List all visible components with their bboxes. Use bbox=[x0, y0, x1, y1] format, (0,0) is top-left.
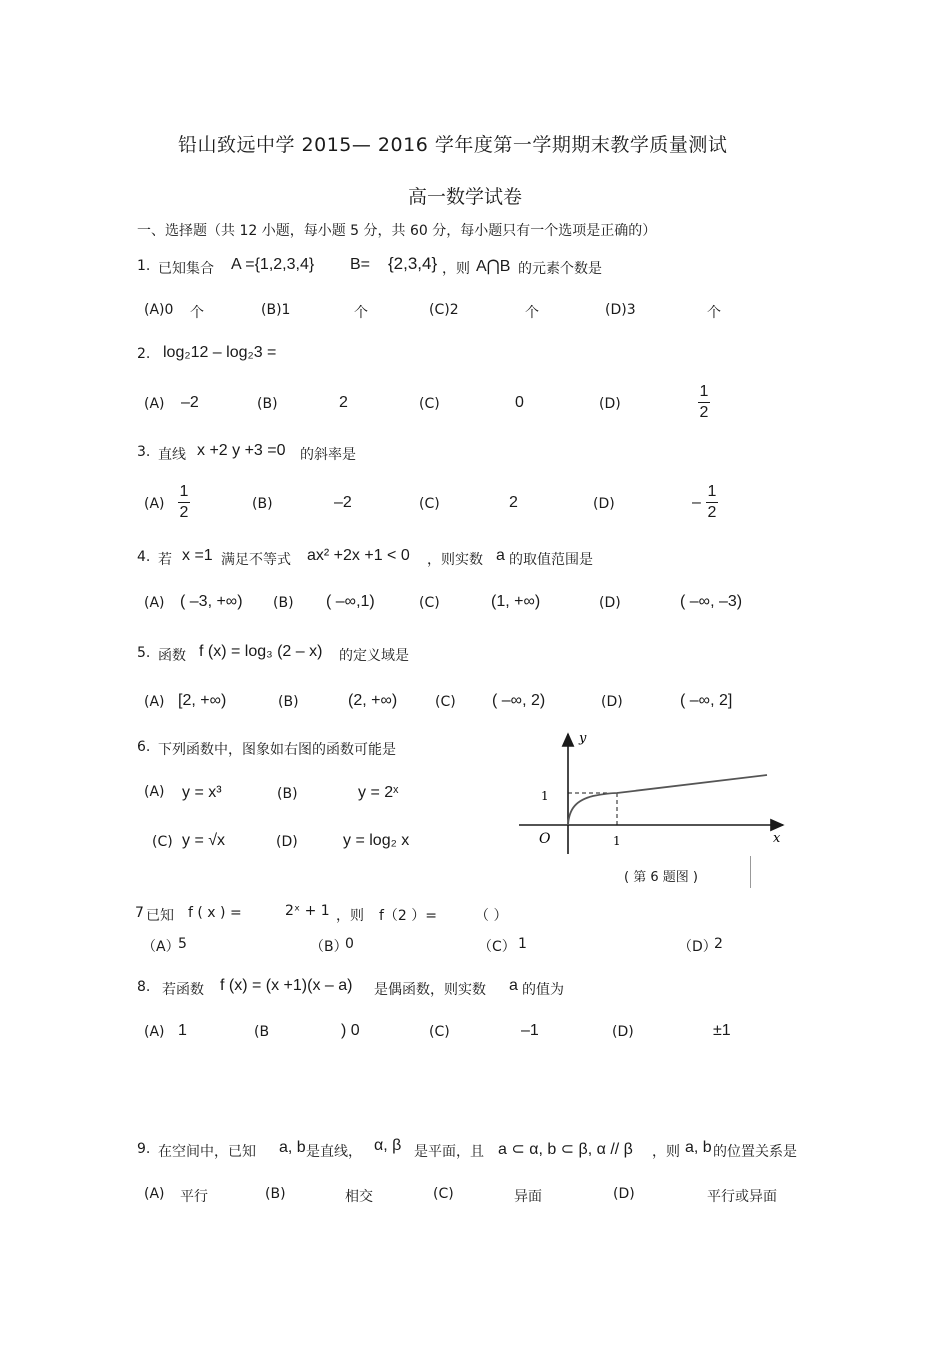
q2-option-d-label[interactable]: (D) bbox=[599, 396, 621, 412]
q1-stem-post: ，则 bbox=[442, 261, 470, 277]
fraction-denominator: 2 bbox=[707, 504, 717, 521]
q6-stem: 下列函数中，图象如右图的函数可能是 bbox=[158, 742, 396, 758]
q7-stem-post: ，则 bbox=[336, 908, 364, 924]
q9-option-d-label[interactable]: (D) bbox=[613, 1186, 635, 1202]
q3-option-d-fraction bbox=[706, 483, 718, 522]
q9-lines: a, b bbox=[279, 1139, 306, 1156]
q2-option-b-label[interactable]: (B) bbox=[257, 396, 278, 412]
q1-option-d-label[interactable]: (D)3 bbox=[605, 302, 636, 318]
q3-equation: x +2 y +3 =0 bbox=[197, 442, 286, 459]
q7-function-rhs: 2ˣ + 1 bbox=[285, 903, 330, 919]
q2-option-b-value: 2 bbox=[339, 394, 348, 411]
q2-option-c-label[interactable]: (C) bbox=[419, 396, 440, 412]
q8-option-b-value: ) 0 bbox=[341, 1022, 360, 1039]
q1-stem-pre: 已知集合 bbox=[158, 261, 214, 277]
q6-option-c-value: y = √x bbox=[182, 832, 226, 849]
q4-option-c-label[interactable]: (C) bbox=[419, 595, 440, 611]
q6-option-d-label[interactable]: (D) bbox=[276, 834, 298, 850]
q6-option-d-value: y = log₂ x bbox=[343, 832, 410, 849]
q6-figure-caption: ( 第 6 题图 ) bbox=[624, 870, 698, 885]
q1-set-b: {2,3,4} bbox=[388, 254, 438, 273]
q4-option-d-value: ( –∞, –3) bbox=[680, 593, 743, 610]
q9-stem-mid2: 是平面，且 bbox=[414, 1144, 484, 1160]
q4-variable: a bbox=[496, 547, 505, 564]
q3-option-a-label[interactable]: (A) bbox=[144, 496, 165, 512]
q6-option-a-label[interactable]: (A) bbox=[144, 784, 165, 800]
q5-stem-pre: 函数 bbox=[158, 648, 186, 664]
q4-number: 4. bbox=[137, 549, 151, 565]
q7-answer-blank[interactable]: （ ） bbox=[475, 908, 508, 924]
q5-option-b-value: (2, +∞) bbox=[348, 692, 398, 709]
q4-stem-post: ，则实数 bbox=[427, 552, 483, 568]
q9-option-c-label[interactable]: (C) bbox=[433, 1186, 454, 1202]
q2-option-a-label[interactable]: (A) bbox=[144, 396, 165, 412]
q3-option-c-label[interactable]: (C) bbox=[419, 496, 440, 512]
q8-variable: a bbox=[509, 977, 518, 994]
q3-stem-post: 的斜率是 bbox=[300, 447, 356, 463]
q4-stem-mid: 满足不等式 bbox=[221, 552, 291, 568]
q7-option-a-label[interactable]: （A） bbox=[142, 939, 180, 955]
q1-option-a-label[interactable]: (A)0 bbox=[144, 302, 174, 318]
function-curve bbox=[568, 775, 767, 825]
q8-option-c-label[interactable]: (C) bbox=[429, 1024, 450, 1040]
q5-option-d-label[interactable]: (D) bbox=[601, 694, 623, 710]
q9-stem-end: 的位置关系是 bbox=[713, 1144, 797, 1160]
q5-option-d-value: ( –∞, 2] bbox=[680, 692, 733, 709]
q7-number: 7 bbox=[135, 905, 144, 921]
q7-option-c-label[interactable]: （C） bbox=[478, 939, 516, 955]
q4-option-d-label[interactable]: (D) bbox=[599, 595, 621, 611]
q9-option-b-value: 相交 bbox=[345, 1189, 373, 1205]
q8-option-b-label[interactable]: (B bbox=[254, 1024, 270, 1040]
q1-set-b-label: B= bbox=[350, 256, 371, 273]
q9-number: 9. bbox=[137, 1141, 151, 1157]
q6-graph-figure bbox=[515, 728, 795, 858]
q5-number: 5. bbox=[137, 645, 151, 661]
exam-subtitle: 高一数学试卷 bbox=[408, 186, 523, 208]
q1-option-a-value: 个 bbox=[190, 305, 204, 321]
q6-caption-box bbox=[620, 856, 751, 888]
x-axis-label: x bbox=[773, 831, 781, 846]
fraction-numerator: 1 bbox=[179, 483, 189, 500]
q4-option-c-value: (1, +∞) bbox=[491, 593, 541, 610]
q8-option-d-label[interactable]: (D) bbox=[612, 1024, 634, 1040]
q8-option-c-value: –1 bbox=[521, 1022, 539, 1039]
q4-condition: x =1 bbox=[182, 547, 213, 564]
q7-evaluate: f（2 ）= bbox=[379, 908, 438, 924]
q9-option-a-value: 平行 bbox=[180, 1189, 208, 1205]
q3-option-d-sign: – bbox=[692, 494, 701, 511]
q5-function: f (x) = log₃ (2 – x) bbox=[199, 643, 323, 660]
q8-stem-end: 的值为 bbox=[522, 982, 564, 998]
q5-stem-post: 的定义域是 bbox=[339, 648, 409, 664]
section-heading: 一、选择题（共 12 小题，每小题 5 分，共 60 分，每小题只有一个选项是正确的） bbox=[137, 223, 657, 239]
q1-option-d-value: 个 bbox=[707, 305, 721, 321]
exam-title: 铅山致远中学 2015— 2016 学年度第一学期期末教学质量测试 bbox=[178, 134, 728, 156]
fraction-denominator: 2 bbox=[699, 404, 709, 421]
q8-option-a-label[interactable]: (A) bbox=[144, 1024, 165, 1040]
q2-option-d-fraction bbox=[698, 383, 710, 422]
q1-stem-end: 的元素个数是 bbox=[518, 261, 602, 277]
q4-option-b-label[interactable]: (B) bbox=[273, 595, 294, 611]
q6-option-b-value: y = 2ˣ bbox=[358, 784, 399, 801]
q2-expression: log₂12 – log₂3 = bbox=[163, 344, 277, 361]
q5-option-a-value: [2, +∞) bbox=[178, 692, 227, 709]
q8-number: 8. bbox=[137, 979, 151, 995]
fraction-numerator: 1 bbox=[707, 483, 717, 500]
x-tick-label: 1 bbox=[613, 834, 621, 848]
q9-relation: a ⊂ α, b ⊂ β, α // β bbox=[498, 1141, 633, 1158]
q8-option-d-value: ±1 bbox=[713, 1022, 731, 1039]
q9-planes: α, β bbox=[374, 1137, 402, 1154]
fraction-bar bbox=[698, 402, 710, 403]
q9-stem-mid1: 是直线， bbox=[306, 1144, 362, 1160]
q6-number: 6. bbox=[137, 739, 151, 755]
q4-option-a-label[interactable]: (A) bbox=[144, 595, 165, 611]
q7-option-b-value: 0 bbox=[345, 936, 354, 952]
q9-lines-again: a, b bbox=[685, 1139, 712, 1156]
q4-option-a-value: ( –3, +∞) bbox=[180, 593, 243, 610]
q4-stem-end: 的取值范围是 bbox=[509, 552, 593, 568]
q4-option-b-value: ( –∞,1) bbox=[326, 593, 375, 610]
fraction-numerator: 1 bbox=[699, 383, 709, 400]
q5-option-a-label[interactable]: (A) bbox=[144, 694, 165, 710]
q9-option-c-value: 异面 bbox=[514, 1189, 542, 1205]
q9-option-d-value: 平行或异面 bbox=[707, 1189, 777, 1205]
q3-option-b-label[interactable]: (B) bbox=[252, 496, 273, 512]
fraction-bar bbox=[178, 502, 190, 503]
q5-option-c-label[interactable]: (C) bbox=[435, 694, 456, 710]
q3-number: 3. bbox=[137, 444, 151, 460]
q6-option-a-value: y = x³ bbox=[182, 784, 222, 801]
q5-option-b-label[interactable]: (B) bbox=[278, 694, 299, 710]
q7-option-a-value: 5 bbox=[178, 936, 187, 952]
q1-set-a: A ={1,2,3,4} bbox=[231, 256, 315, 273]
q3-option-a-fraction bbox=[178, 483, 190, 522]
fraction-bar bbox=[706, 502, 718, 503]
q3-option-d-label[interactable]: (D) bbox=[593, 496, 615, 512]
q2-option-c-value: 0 bbox=[515, 394, 524, 411]
q1-option-c-value: 个 bbox=[525, 305, 539, 321]
q7-option-c-value: 1 bbox=[518, 936, 527, 952]
y-tick-label: 1 bbox=[541, 789, 549, 803]
q6-option-c-label[interactable]: (C) bbox=[152, 834, 173, 850]
q2-number: 2. bbox=[137, 346, 151, 362]
q7-stem-pre: 已知 bbox=[146, 908, 174, 924]
q1-option-c-label[interactable]: (C)2 bbox=[429, 302, 459, 318]
fraction-denominator: 2 bbox=[179, 504, 189, 521]
q4-inequality: ax² +2x +1 < 0 bbox=[307, 547, 410, 564]
origin-label: O bbox=[539, 831, 551, 847]
q1-number: 1. bbox=[137, 258, 151, 274]
q3-stem-pre: 直线 bbox=[158, 447, 186, 463]
q7-option-d-value: 2 bbox=[714, 936, 723, 952]
q9-option-b-label[interactable]: (B) bbox=[265, 1186, 286, 1202]
y-axis-label: y bbox=[579, 731, 587, 746]
q4-stem-pre: 若 bbox=[158, 552, 172, 568]
q1-option-b-value: 个 bbox=[354, 305, 368, 321]
q1-intersection: A⋂B bbox=[476, 258, 511, 275]
q9-stem-post: ，则 bbox=[652, 1144, 680, 1160]
q9-option-a-label[interactable]: (A) bbox=[144, 1186, 165, 1202]
q8-stem-pre: 若函数 bbox=[162, 982, 204, 998]
q1-option-b-label[interactable]: (B)1 bbox=[261, 302, 291, 318]
q7-option-d-label[interactable]: （D） bbox=[678, 939, 717, 955]
q2-option-a-value: –2 bbox=[181, 394, 199, 411]
q3-option-b-value: –2 bbox=[334, 494, 352, 511]
q7-function-lhs: f ( x ) = bbox=[188, 905, 242, 921]
q8-stem-post: 是偶函数，则实数 bbox=[374, 982, 486, 998]
q7-option-b-label[interactable]: （B） bbox=[310, 939, 348, 955]
q5-option-c-value: ( –∞, 2) bbox=[492, 692, 546, 709]
q8-function: f (x) = (x +1)(x – a) bbox=[220, 977, 353, 994]
q3-option-c-value: 2 bbox=[509, 494, 518, 511]
q6-option-b-label[interactable]: (B) bbox=[277, 786, 298, 802]
q9-stem-pre: 在空间中，已知 bbox=[158, 1144, 256, 1160]
q8-option-a-value: 1 bbox=[178, 1022, 187, 1039]
